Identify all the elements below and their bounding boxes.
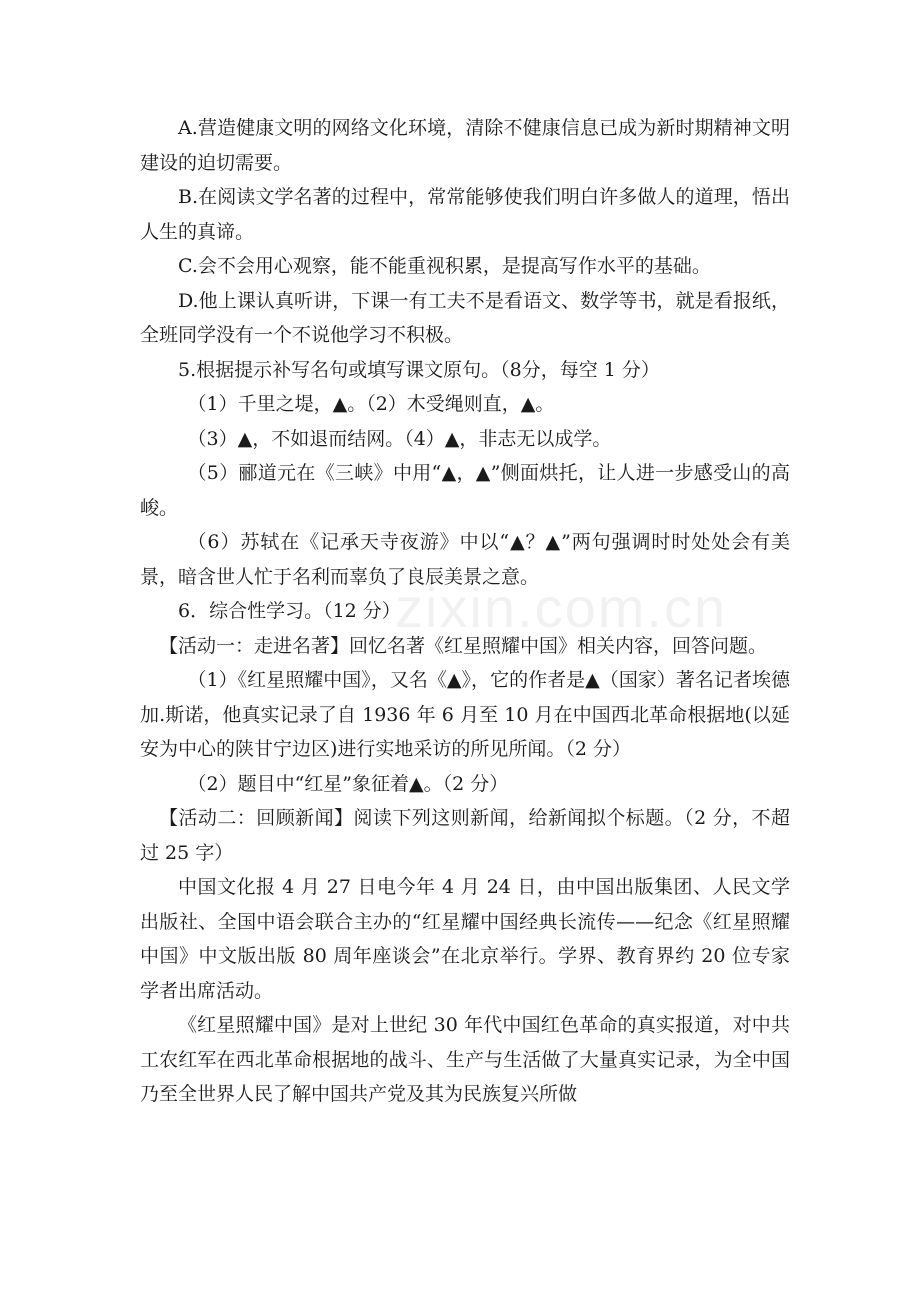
option-c: C.会不会用心观察，能不能重视积累，是提高写作水平的基础。 <box>178 255 711 277</box>
question-5-item-6: （6）苏轼在《记承天寺夜游》中以“▲？▲”两句强调时时处处会有美景，暗含世人忙于名利而辜负了良辰美景之意。 <box>140 531 790 588</box>
activity-1-heading: 【活动一：走进名著】回忆名著《红星照耀中国》相关内容，回答问题。 <box>159 634 768 657</box>
activity-1-question-1: （1）《红星照耀中国》，又名《▲》，它的作者是▲（国家）著名记者埃德加.斯诺，他真实记录了自 1936 年 6 月至 10 月在中国西北革命根据地(以延安为中心的陕甘宁边区)进行实地采访的所见所闻。（2 分） <box>140 669 790 760</box>
question-5-item-1-2: （1）千里之堤，▲。（2）木受绳则直，▲。 <box>187 393 555 415</box>
question-5-item-3-4: （3）▲，不如退而结网。（4）▲，非志无以成学。 <box>187 427 612 450</box>
document-page <box>140 111 790 1112</box>
question-5-heading: 5.根据提示补写名句或填写课文原句。（8分，每空 1 分） <box>178 358 660 381</box>
watermark: zixin.com.cn <box>395 576 728 639</box>
option-b: B.在阅读文学名著的过程中，常常能够使我们明白许多做人的道理，悟出人生的真谛。 <box>140 186 790 243</box>
option-d: D.他上课认真听讲，下课一有工夫不是看语文、数学等书，就是看报纸，全班同学没有一个不说他学习不积极。 <box>140 289 790 346</box>
question-5-item-5: （5）郦道元在《三峡》中用“▲，▲”侧面烘托，让人进一步感受山的高峻。 <box>140 462 790 519</box>
activity-1-question-2: （2）题目中“红星”象征着▲。（2 分） <box>187 772 509 795</box>
question-6-heading: 6．综合性学习。（12 分） <box>178 600 401 622</box>
activity-2-heading: 【活动二：回顾新闻】阅读下列这则新闻，给新闻拟个标题。（2 分，不超过 25 字） <box>140 807 790 864</box>
option-a: A.营造健康文明的网络文化环境，清除不健康信息已成为新时期精神文明建设的迫切需要。 <box>140 117 790 174</box>
news-paragraph-1: 中国文化报 4 月 27 日电今年 4 月 24 日，由中国出版集团、人民文学出版社、全国中语会联合主办的“红星耀中国经典长流传——纪念《红星照耀中国》中文版出版 80 周年座谈会”在北京举行。学界、教育界约 20 位专家学者出席活动。 <box>140 876 790 1002</box>
news-paragraph-2: 《红星照耀中国》是对上世纪 30 年代中国红色革命的真实报道，对中共工农红军在西北革命根据地的战斗、生产与生活做了大量真实记录，为全中国乃至全世界人民了解中国共产党及其为民族复兴所做 <box>140 1014 790 1105</box>
